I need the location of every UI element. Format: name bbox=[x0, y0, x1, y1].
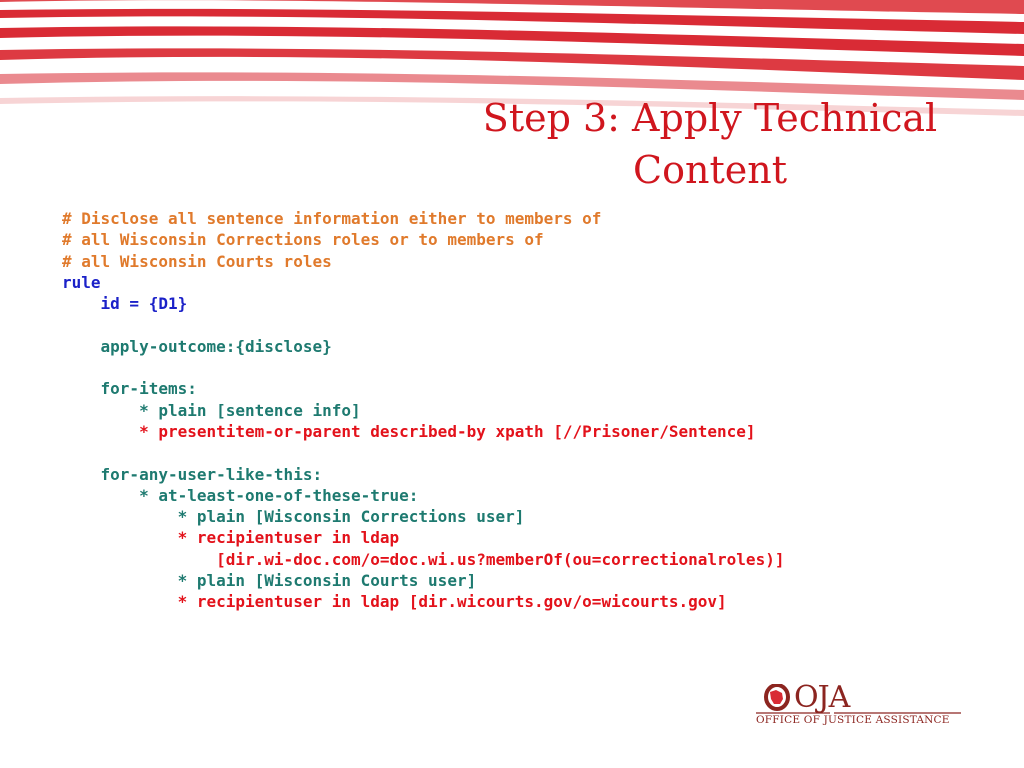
code-line: # Disclose all sentence information either to members of bbox=[62, 209, 602, 228]
code-line: apply-outcome:{disclose} bbox=[62, 336, 332, 356]
code-line: * presentitem-or-parent described-by xpath [//Prisoner/Sentence] bbox=[62, 421, 756, 441]
oja-logo bbox=[756, 680, 961, 732]
code-line: * plain [sentence info] bbox=[62, 400, 361, 420]
logo-caption: OFFICE OF JUSTICE ASSISTANCE bbox=[756, 714, 950, 726]
code-line-blank bbox=[62, 357, 992, 378]
policy-code-block bbox=[62, 208, 992, 613]
code-line: rule bbox=[62, 272, 101, 292]
code-line: * plain [Wisconsin Corrections user] bbox=[62, 507, 525, 527]
title-line-1: Step 3: Apply Technical bbox=[482, 96, 938, 140]
code-line: for-any-user-like-this: bbox=[62, 464, 323, 484]
slide-title bbox=[440, 92, 980, 196]
code-line-blank bbox=[62, 314, 992, 335]
code-line: # all Wisconsin Courts roles bbox=[62, 251, 332, 271]
code-line: * at-least-one-of-these-true: bbox=[62, 485, 419, 505]
code-line: [dir.wi-doc.com/o=doc.wi.us?memberOf(ou=correctionalroles)] bbox=[62, 549, 785, 569]
code-line-blank bbox=[62, 442, 992, 463]
code-line: * plain [Wisconsin Courts user] bbox=[62, 571, 477, 591]
code-line: # all Wisconsin Corrections roles or to members of bbox=[62, 230, 544, 250]
logo-wordmark: OJA bbox=[794, 680, 850, 715]
code-line: for-items: bbox=[62, 379, 197, 399]
code-line: * recipientuser in ldap [dir.wicourts.gov/o=wicourts.gov] bbox=[62, 592, 727, 612]
code-line: id = {D1} bbox=[62, 294, 188, 314]
code-line: * recipientuser in ldap bbox=[62, 528, 400, 548]
title-line-2: Content bbox=[633, 148, 787, 192]
